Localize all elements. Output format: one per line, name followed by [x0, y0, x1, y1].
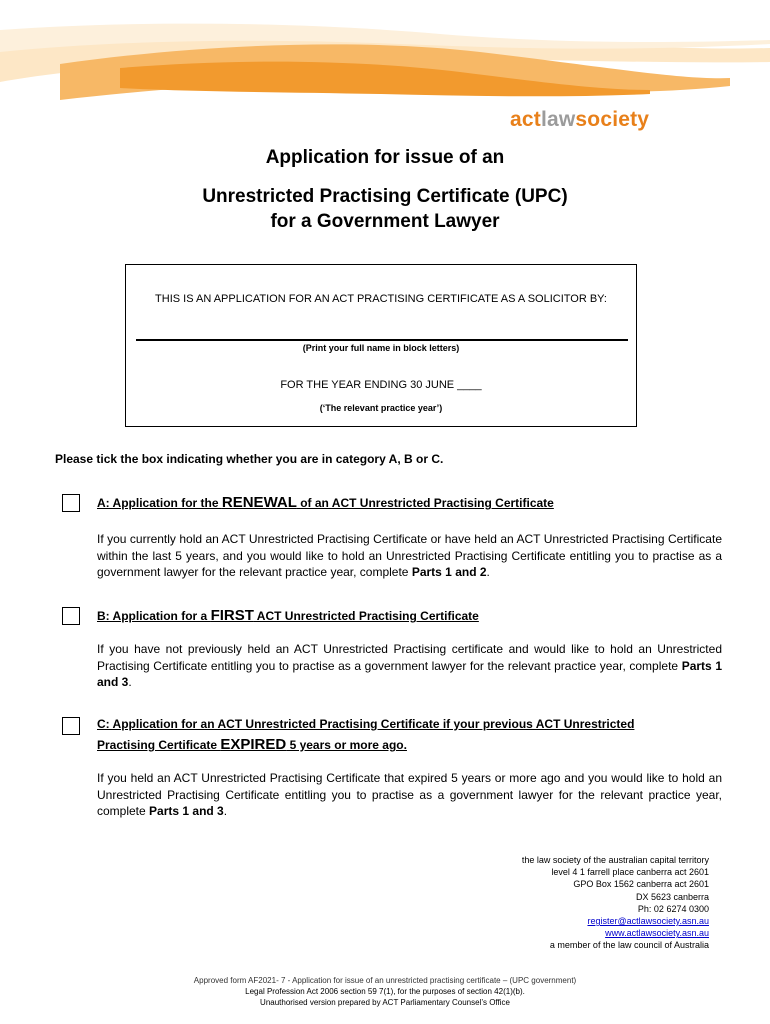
form-title-line1: Application for issue of an	[265, 147, 505, 168]
full-name-field[interactable]	[136, 339, 628, 341]
address-line: the law society of the australian capital territory	[521, 855, 709, 865]
unauthorised-version-note: Unauthorised version prepared by ACT Parliamentary Counsel’s Office	[260, 998, 510, 1007]
category-c-heading-line1: C: Application for an ACT Unrestricted Practising Certificate if your previous ACT Unrestricted	[97, 717, 635, 731]
category-a-heading: A: Application for the RENEWAL of an ACT Unrestricted Practising Certificate	[97, 494, 554, 511]
year-ending-line: FOR THE YEAR ENDING 30 JUNE ____	[280, 379, 482, 391]
category-instruction: Please tick the box indicating whether you are in category A, B or C.	[55, 452, 444, 466]
category-a-description: If you currently hold an ACT Unrestricted Practising Certificate or have held an ACT Unrestricted Practising Certificate within the last 5 years, and you would like to hold an Unrestricted Practising Certificate entitling you to practise as a government lawyer for the relevant practice year, complete Parts 1 and 2.	[97, 532, 722, 579]
website-link[interactable]: www.actlawsociety.asn.au	[605, 928, 709, 939]
application-heading: THIS IS AN APPLICATION FOR AN ACT PRACTISING CERTIFICATE AS A SOLICITOR BY:	[155, 293, 607, 305]
category-b-checkbox[interactable]	[62, 607, 80, 625]
category-a-checkbox[interactable]	[62, 494, 80, 512]
full-name-hint: (Print your full name in block letters)	[302, 343, 460, 353]
category-c-checkbox[interactable]	[62, 717, 80, 735]
applicant-details-box	[125, 264, 637, 427]
practice-year-hint: (‘The relevant practice year’)	[319, 403, 443, 413]
address-line: Ph: 02 6274 0300	[637, 903, 709, 914]
approved-form-note: Approved form AF2021- 7 - Application for issue of an unrestricted practising certificate – (UPC government)	[193, 976, 577, 985]
address-line: DX 5623 canberra	[635, 891, 709, 902]
legislation-reference: Legal Profession Act 2006 section 59 7(1), for the purposes of section 42(1)(b).	[245, 987, 525, 996]
category-c-description: If you held an ACT Unrestricted Practising Certificate that expired 5 years or more ago and you would like to hold an Unrestricted Practising Certificate entitling you to practise as a government lawyer for the relevant practice year, complete Parts 1 and 3.	[97, 771, 722, 818]
form-title-line3: for a Government Lawyer	[270, 211, 500, 232]
category-c-heading-line2: Practising Certificate EXPIRED 5 years or more ago.	[97, 736, 407, 753]
address-line: level 4 1 farrell place canberra act 2601	[551, 867, 709, 878]
form-title-line2: Unrestricted Practising Certificate (UPC)	[202, 186, 568, 207]
category-b-heading: B: Application for a FIRST ACT Unrestricted Practising Certificate	[97, 607, 479, 624]
header-banner	[0, 0, 770, 110]
address-line: GPO Box 1562 canberra act 2601	[573, 879, 709, 890]
email-link[interactable]: register@actlawsociety.asn.au	[587, 916, 709, 927]
act-law-society-logo: actlawsociety	[510, 108, 650, 131]
category-b-description: If you have not previously held an ACT Unrestricted Practising certificate and would like to hold an Unrestricted Practising Certificate entitling you to practise as a government lawyer for the relevant practice year, complete Parts 1 and 3.	[97, 642, 723, 689]
form-footer	[0, 975, 770, 1008]
member-note: a member of the law council of Australia	[549, 940, 709, 951]
society-address-block	[522, 854, 709, 952]
